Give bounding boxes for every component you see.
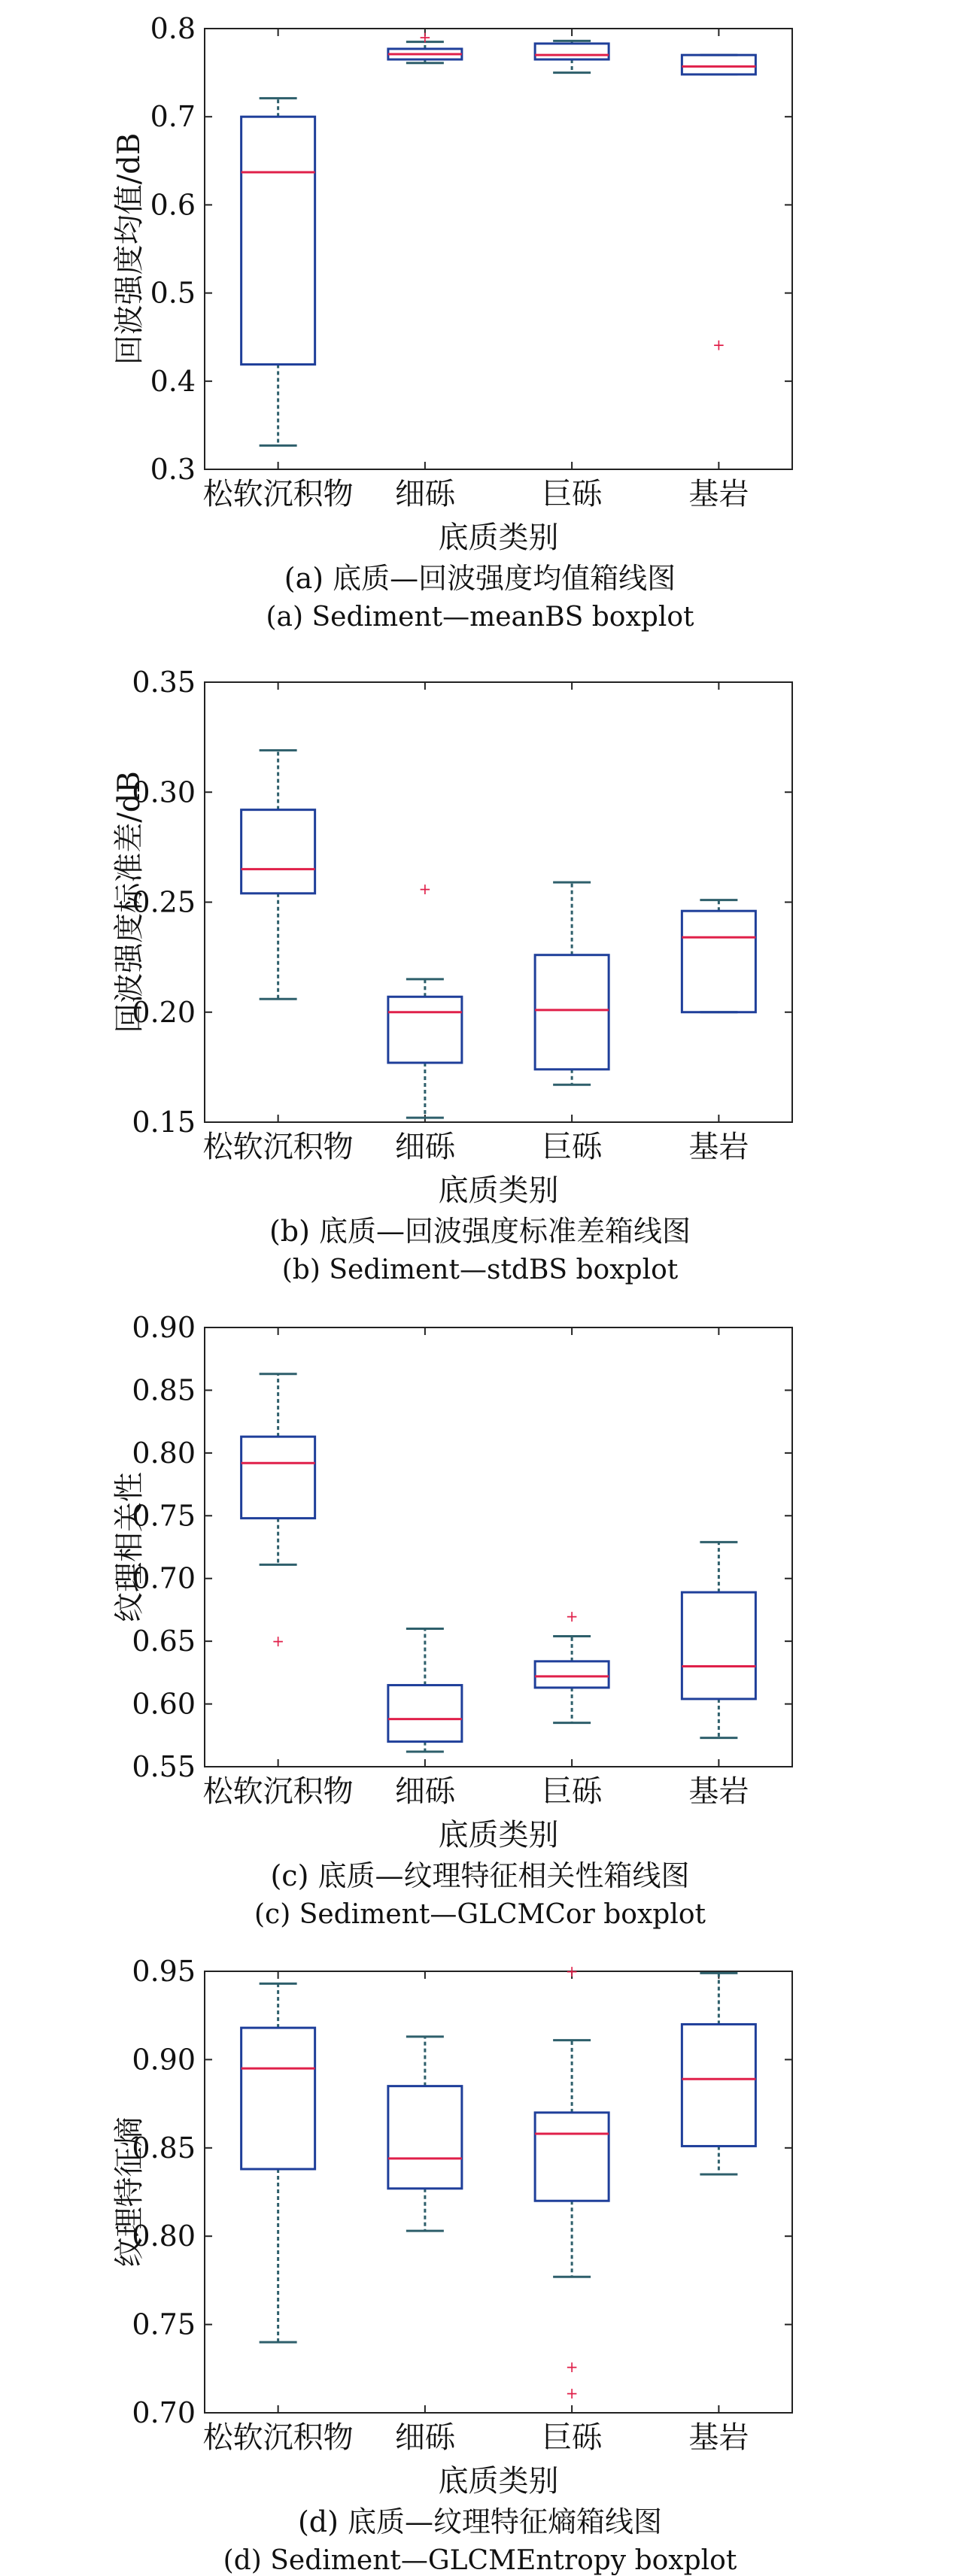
iqr-box xyxy=(535,44,609,59)
y-tick-label: 0.95 xyxy=(132,1955,196,1988)
box-element xyxy=(242,99,315,446)
y-tick-label: 0.75 xyxy=(132,1499,196,1533)
outlier-marker: + xyxy=(272,1632,285,1651)
plot-frame xyxy=(205,29,792,469)
figure-caption-cn: (c) 底质—纹理特征相关性箱线图 xyxy=(270,1859,690,1892)
y-tick-label: 0.60 xyxy=(132,1687,196,1721)
y-tick-label: 0.25 xyxy=(132,885,196,919)
x-category-label: 细砾 xyxy=(394,1130,455,1164)
y-tick-label: 0.4 xyxy=(150,364,196,398)
outlier-marker: + xyxy=(565,1962,579,1980)
figure-caption-en: (b) Sediment—stdBS boxplot xyxy=(281,1255,679,1285)
y-tick-label: 0.90 xyxy=(132,2043,196,2077)
panels-group xyxy=(112,12,792,2576)
y-tick-label: 0.20 xyxy=(132,995,196,1029)
iqr-box xyxy=(682,2024,755,2146)
box-element xyxy=(682,1973,755,2174)
box-element xyxy=(535,1962,609,2402)
box-element xyxy=(242,751,315,1000)
outlier-marker: + xyxy=(418,28,432,47)
plot-frame xyxy=(205,682,792,1122)
iqr-box xyxy=(682,1592,755,1699)
x-category-label: 巨砾 xyxy=(542,2420,603,2455)
x-category-label: 细砾 xyxy=(394,2420,455,2455)
iqr-box xyxy=(682,55,755,74)
iqr-box xyxy=(242,1437,315,1518)
y-tick-label: 0.55 xyxy=(132,1750,196,1783)
x-category-label: 细砾 xyxy=(394,477,455,511)
x-category-label: 松软沉积物 xyxy=(202,1774,354,1809)
chart-panel xyxy=(112,666,792,1285)
outlier-marker: + xyxy=(712,335,725,354)
x-category-label: 基岩 xyxy=(688,477,749,511)
y-tick-label: 0.3 xyxy=(150,453,196,486)
box-element xyxy=(388,29,462,63)
box-element xyxy=(535,882,609,1085)
chart-panel xyxy=(112,1955,792,2576)
box-element xyxy=(388,880,462,1118)
box-element xyxy=(388,1628,462,1752)
figure-caption-en: (a) Sediment—meanBS boxplot xyxy=(266,602,694,633)
x-category-label: 巨砾 xyxy=(542,1774,603,1809)
y-tick-label: 0.65 xyxy=(132,1625,196,1658)
box-element xyxy=(682,1542,755,1737)
x-category-label: 基岩 xyxy=(688,1130,749,1164)
y-tick-label: 0.8 xyxy=(150,12,196,45)
y-tick-label: 0.90 xyxy=(132,1311,196,1344)
figure-caption-en: (d) Sediment—GLCMEntropy boxplot xyxy=(223,2545,737,2576)
x-category-label: 基岩 xyxy=(688,1774,749,1809)
x-category-label: 巨砾 xyxy=(542,1130,603,1164)
box-element xyxy=(682,55,755,354)
iqr-box xyxy=(242,810,315,894)
iqr-box xyxy=(388,997,462,1063)
y-tick-label: 0.80 xyxy=(132,2219,196,2253)
x-category-label: 细砾 xyxy=(394,1774,455,1809)
iqr-box xyxy=(535,2113,609,2201)
y-tick-label: 0.15 xyxy=(132,1106,196,1139)
y-axis-title: 纹理特征熵 xyxy=(112,2116,147,2268)
y-tick-label: 0.6 xyxy=(150,188,196,222)
figure-caption-cn: (d) 底质—纹理特征熵箱线图 xyxy=(297,2505,663,2538)
box-element xyxy=(388,2037,462,2231)
box-element xyxy=(535,1607,609,1723)
y-axis-title: 纹理相关性 xyxy=(112,1472,147,1622)
plot-frame xyxy=(205,1327,792,1767)
iqr-box xyxy=(388,1685,462,1742)
y-tick-label: 0.85 xyxy=(132,2131,196,2165)
y-tick-label: 0.5 xyxy=(150,276,196,310)
chart-panel xyxy=(112,1311,792,1930)
y-tick-label: 0.80 xyxy=(132,1436,196,1470)
x-category-label: 松软沉积物 xyxy=(202,1130,354,1164)
x-axis-title: 底质类别 xyxy=(438,2464,559,2499)
box-element xyxy=(242,1374,315,1650)
x-category-label: 松软沉积物 xyxy=(202,2420,354,2455)
y-axis-title: 回波强度标准差/dB xyxy=(112,771,147,1033)
y-tick-label: 0.30 xyxy=(132,775,196,809)
figure-caption-cn: (a) 底质—回波强度均值箱线图 xyxy=(284,562,676,595)
y-tick-label: 0.7 xyxy=(150,100,196,134)
x-axis-title: 底质类别 xyxy=(438,520,559,555)
iqr-box xyxy=(242,2028,315,2169)
outlier-marker: + xyxy=(418,879,432,898)
box-element xyxy=(242,1983,315,2342)
iqr-box xyxy=(388,2086,462,2189)
x-category-label: 基岩 xyxy=(688,2420,749,2455)
outlier-marker: + xyxy=(565,1607,579,1625)
box-element xyxy=(535,41,609,72)
iqr-box xyxy=(242,117,315,364)
y-tick-label: 0.85 xyxy=(132,1373,196,1407)
y-tick-label: 0.35 xyxy=(132,666,196,699)
y-tick-label: 0.75 xyxy=(132,2307,196,2341)
iqr-box xyxy=(682,911,755,1012)
x-axis-title: 底质类别 xyxy=(438,1818,559,1852)
figure-caption-en: (c) Sediment—GLCMCor boxplot xyxy=(254,1899,706,1930)
iqr-box xyxy=(535,1661,609,1688)
iqr-box xyxy=(535,955,609,1070)
plot-frame xyxy=(205,1971,792,2413)
figure-caption-cn: (b) 底质—回波强度标准差箱线图 xyxy=(269,1215,691,1248)
x-axis-title: 底质类别 xyxy=(438,1173,559,1208)
y-axis-title: 回波强度均值/dB xyxy=(112,132,147,366)
x-category-label: 巨砾 xyxy=(542,477,603,511)
outlier-marker: + xyxy=(565,2357,579,2376)
box-element xyxy=(682,900,755,1012)
y-tick-label: 0.70 xyxy=(132,1561,196,1595)
x-category-label: 松软沉积物 xyxy=(202,477,354,511)
outlier-marker: + xyxy=(565,2384,579,2403)
y-tick-label: 0.70 xyxy=(132,2396,196,2429)
chart-panel xyxy=(112,12,792,633)
